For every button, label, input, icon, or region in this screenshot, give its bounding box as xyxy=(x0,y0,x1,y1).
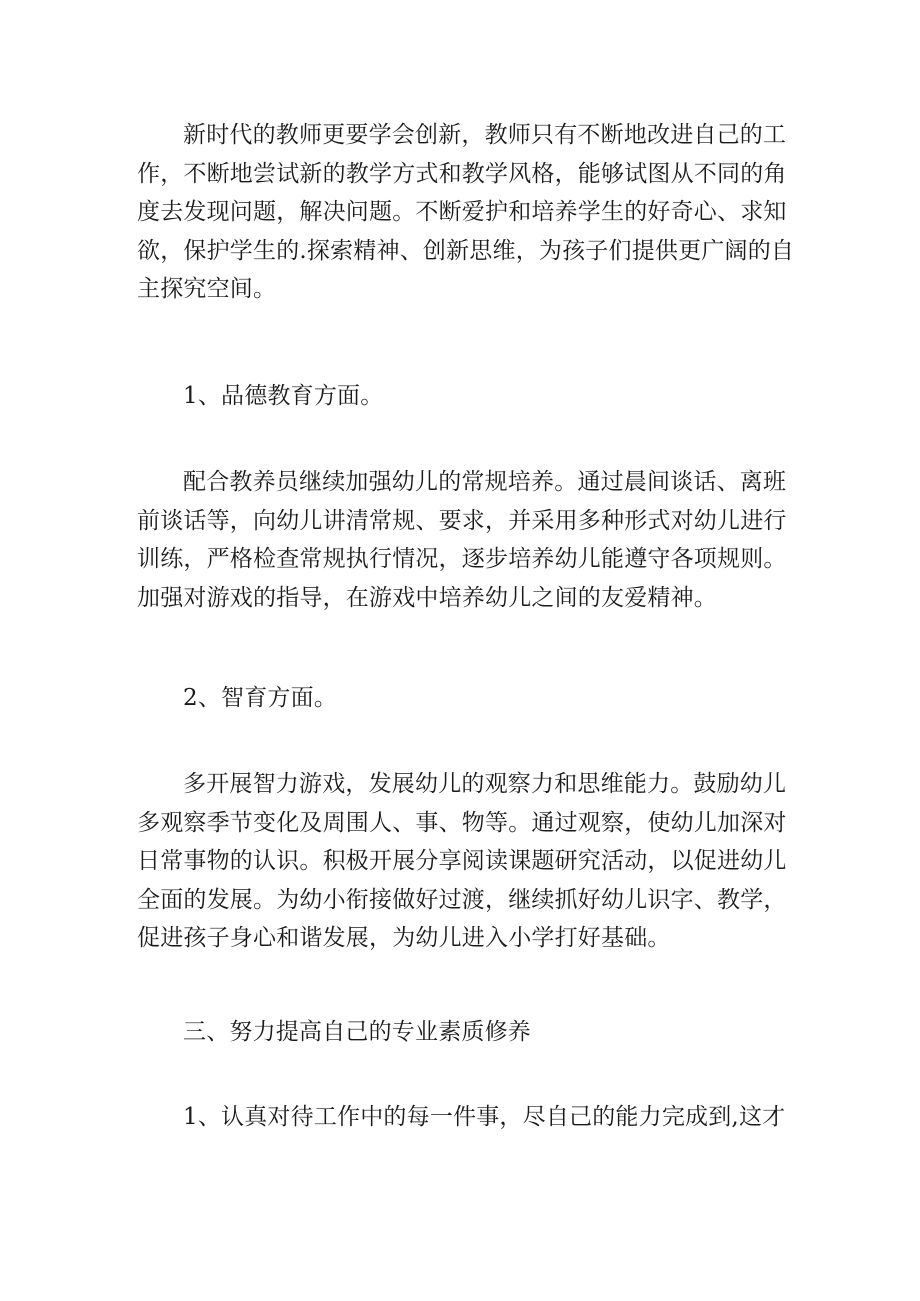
heading-moral-education: 1、品德教育方面。 xyxy=(183,383,384,409)
paragraph-moral-education: 配合教养员继续加强幼儿的常规培养。通过晨间谈话、离班前谈话等，向幼儿讲清常规、要求，并采用多种形式对幼儿进行训练，严格检查常规执行情况，逐步培养幼儿能遵守各项规则。加强对游戏的指导，在游戏中培养幼儿之间的友爱精神。 xyxy=(137,469,787,611)
paragraph-professional-quality: 1、认真对待工作中的每一件事，尽自己的能力完成到,这才 xyxy=(183,1104,786,1130)
heading-intellectual-education: 2、智育方面。 xyxy=(183,685,338,711)
paragraph-innovation: 新时代的教师更要学会创新，教师只有不断地改进自己的工作，不断地尝试新的教学方式和教学风格，能够试图从不同的角度去发现问题，解决问题。不断爱护和培养学生的好奇心、求知欲，保护学生的.探索精神、创新思维，为孩子们提供更广阔的自主探究空间。 xyxy=(137,122,795,303)
paragraph-intellectual-education: 多开展智力游戏，发展幼儿的观察力和思维能力。鼓励幼儿多观察季节变化及周围人、事、物等。通过观察，使幼儿加深对日常事物的认识。积极开展分享阅读课题研究活动，以促进幼儿全面的发展。为幼小衔接做好过渡，继续抓好幼儿识字、教学，促进孩子身心和谐发展，为幼儿进入小学打好基础。 xyxy=(137,771,787,952)
heading-professional-quality: 三、努力提高自己的专业素质修养 xyxy=(183,1019,531,1045)
